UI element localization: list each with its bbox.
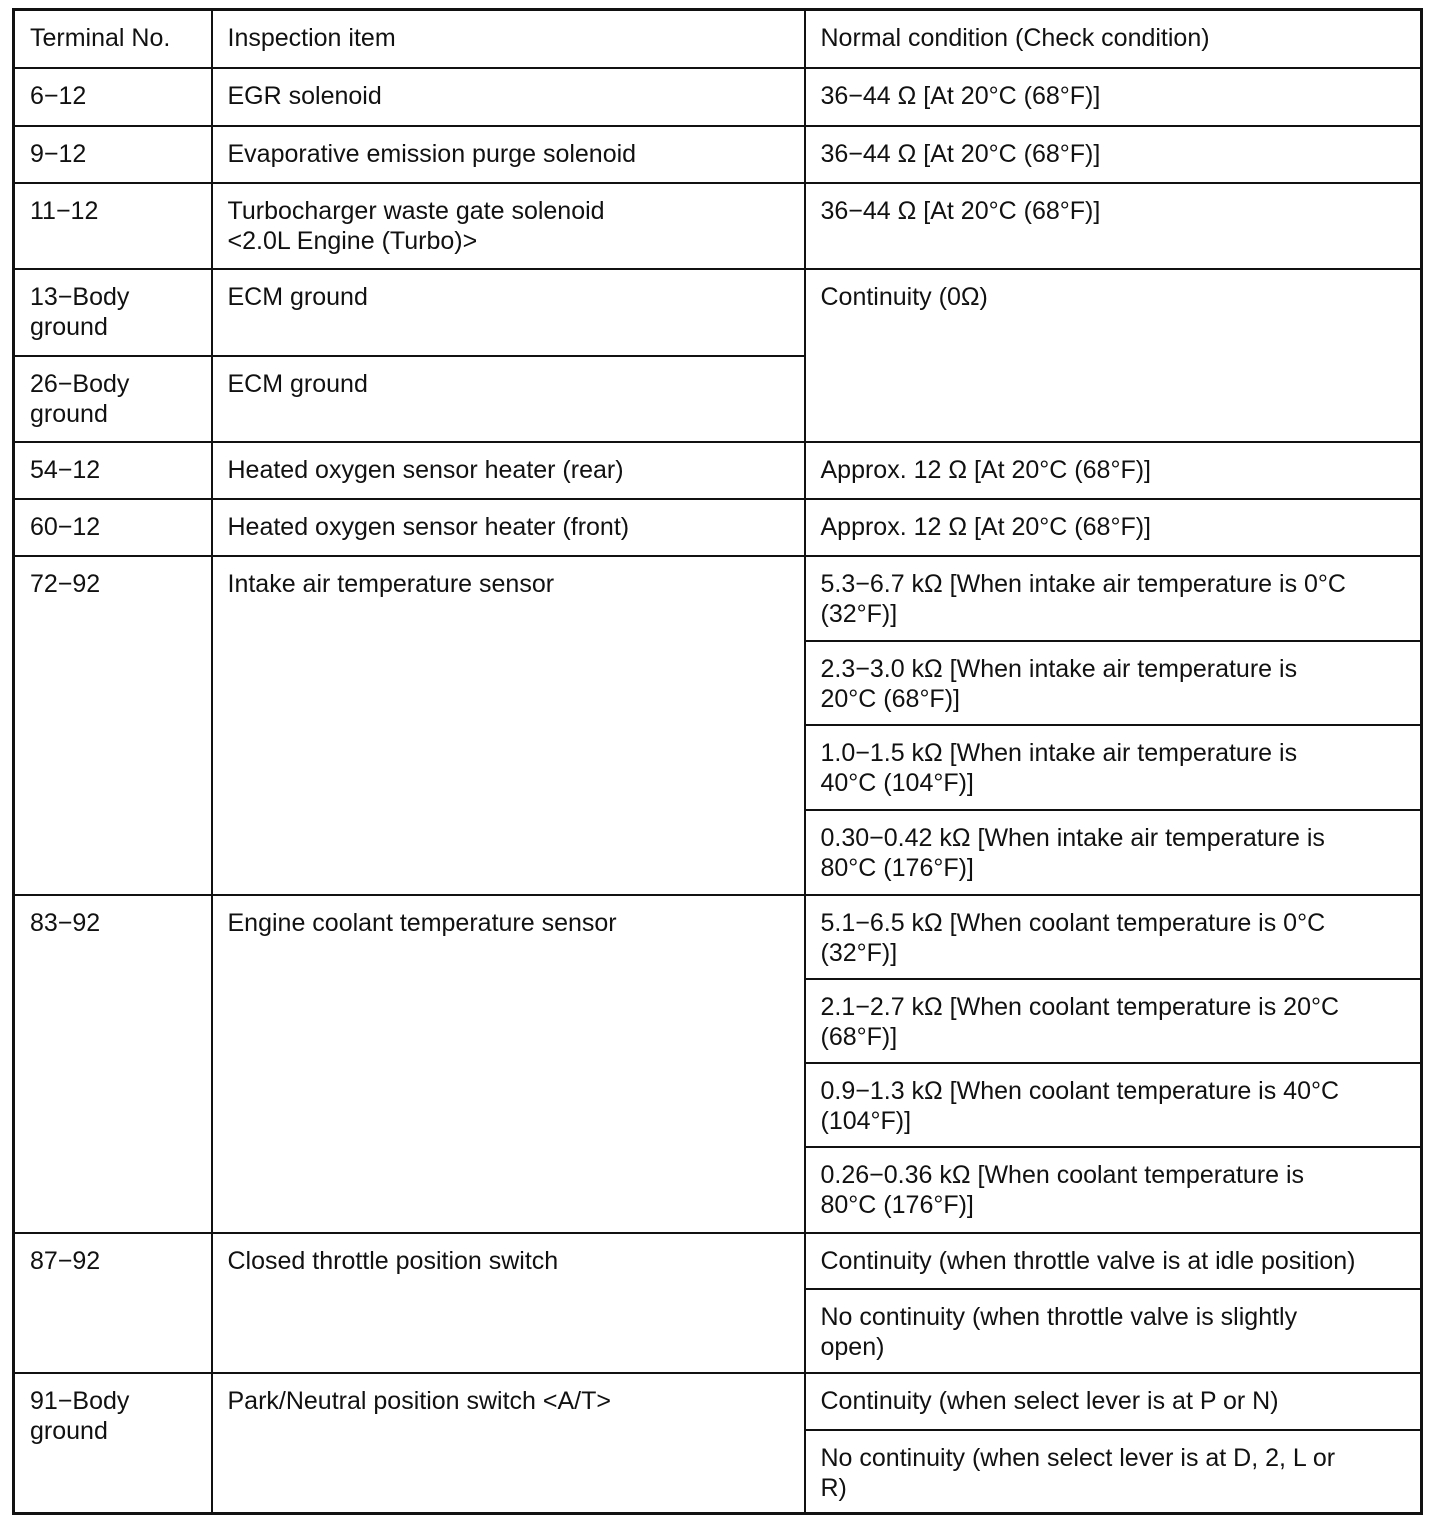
terminal-cell bbox=[14, 356, 212, 442]
condition-cell bbox=[805, 1289, 1422, 1373]
item-line: <2.0L Engine (Turbo)> bbox=[227, 226, 478, 255]
condition-cell bbox=[805, 1430, 1422, 1514]
condition-line: (32°F)] bbox=[820, 599, 898, 628]
condition-line: R) bbox=[820, 1473, 847, 1502]
condition-line: No continuity (when select lever is at D, 2, L or bbox=[820, 1443, 1336, 1472]
item-line: Turbocharger waste gate solenoid bbox=[227, 196, 605, 225]
condition-cell: Approx. 12 Ω [At 20°C (68°F)] bbox=[805, 442, 1422, 499]
condition-cell bbox=[805, 556, 1422, 641]
terminal-cell: 6−12 bbox=[14, 68, 212, 126]
inspection-item-cell: Park/Neutral position switch <A/T> bbox=[212, 1373, 805, 1514]
inspection-item-cell: Closed throttle position switch bbox=[212, 1233, 805, 1373]
terminal-cell: 11−12 bbox=[14, 183, 212, 269]
condition-cell bbox=[805, 979, 1422, 1063]
terminal-cell: 9−12 bbox=[14, 126, 212, 183]
condition-line: 40°C (104°F)] bbox=[820, 768, 974, 797]
inspection-item-cell: EGR solenoid bbox=[212, 68, 805, 126]
condition-cell: 36−44 Ω [At 20°C (68°F)] bbox=[805, 183, 1422, 269]
header-terminal: Terminal No. bbox=[14, 10, 212, 68]
terminal-cell: 83−92 bbox=[14, 895, 212, 1233]
inspection-item-cell bbox=[212, 183, 805, 269]
header-row bbox=[14, 10, 1422, 68]
table-row bbox=[14, 269, 1422, 356]
terminal-cell: 54−12 bbox=[14, 442, 212, 499]
condition-line: 2.1−2.7 kΩ [When coolant temperature is 20°C bbox=[820, 992, 1340, 1021]
condition-cell: 36−44 Ω [At 20°C (68°F)] bbox=[805, 126, 1422, 183]
condition-line: No continuity (when throttle valve is slightly bbox=[820, 1302, 1298, 1331]
terminal-cell bbox=[14, 269, 212, 356]
inspection-item-cell: ECM ground bbox=[212, 269, 805, 356]
condition-line: 0.26−0.36 kΩ [When coolant temperature is bbox=[820, 1160, 1305, 1189]
condition-cell bbox=[805, 895, 1422, 979]
condition-line: 1.0−1.5 kΩ [When intake air temperature is bbox=[820, 738, 1298, 767]
inspection-item-cell: Heated oxygen sensor heater (front) bbox=[212, 499, 805, 556]
condition-line: (68°F)] bbox=[820, 1022, 898, 1051]
inspection-table bbox=[12, 8, 1423, 1515]
condition-cell bbox=[805, 1063, 1422, 1147]
table-row bbox=[14, 183, 1422, 269]
inspection-item-cell: Engine coolant temperature sensor bbox=[212, 895, 805, 1233]
terminal-cell: 87−92 bbox=[14, 1233, 212, 1373]
condition-cell bbox=[805, 1147, 1422, 1233]
condition-line: Continuity (when throttle valve is at idle position) bbox=[820, 1246, 1356, 1275]
condition-line: 2.3−3.0 kΩ [When intake air temperature is bbox=[820, 654, 1298, 683]
condition-cell: Continuity (0Ω) bbox=[805, 269, 1422, 442]
terminal-cell: 72−92 bbox=[14, 556, 212, 895]
table-row bbox=[14, 126, 1422, 183]
condition-cell: 36−44 Ω [At 20°C (68°F)] bbox=[805, 68, 1422, 126]
terminal-line: 26−Body bbox=[30, 369, 130, 398]
condition-cell bbox=[805, 725, 1422, 810]
table-row bbox=[14, 499, 1422, 556]
header-inspection-item: Inspection item bbox=[212, 10, 805, 68]
inspection-item-cell: Evaporative emission purge solenoid bbox=[212, 126, 805, 183]
condition-line: 0.30−0.42 kΩ [When intake air temperature is bbox=[820, 823, 1325, 852]
condition-line: 20°C (68°F)] bbox=[820, 684, 960, 713]
inspection-item-cell: Heated oxygen sensor heater (rear) bbox=[212, 442, 805, 499]
condition-cell bbox=[805, 641, 1422, 725]
terminal-cell bbox=[14, 1373, 212, 1514]
terminal-cell: 60−12 bbox=[14, 499, 212, 556]
terminal-line: ground bbox=[30, 1416, 108, 1445]
condition-line: 0.9−1.3 kΩ [When coolant temperature is 40°C bbox=[820, 1076, 1340, 1105]
table-row bbox=[14, 442, 1422, 499]
condition-line: (32°F)] bbox=[820, 938, 898, 967]
table-row bbox=[14, 895, 1422, 979]
condition-cell: Approx. 12 Ω [At 20°C (68°F)] bbox=[805, 499, 1422, 556]
terminal-line: 91−Body bbox=[30, 1386, 130, 1415]
condition-line: (104°F)] bbox=[820, 1106, 912, 1135]
condition-cell bbox=[805, 1373, 1422, 1430]
condition-line: 5.3−6.7 kΩ [When intake air temperature is 0°C bbox=[820, 569, 1346, 598]
inspection-item-cell: ECM ground bbox=[212, 356, 805, 442]
condition-cell bbox=[805, 1233, 1422, 1289]
terminal-line: ground bbox=[30, 399, 108, 428]
condition-line: Continuity (when select lever is at P or N) bbox=[820, 1386, 1279, 1415]
inspection-item-cell: Intake air temperature sensor bbox=[212, 556, 805, 895]
condition-line: open) bbox=[820, 1332, 885, 1361]
condition-cell bbox=[805, 810, 1422, 895]
terminal-line: 13−Body bbox=[30, 282, 130, 311]
header-normal-condition: Normal condition (Check condition) bbox=[805, 10, 1422, 68]
condition-line: 80°C (176°F)] bbox=[820, 853, 974, 882]
table-row bbox=[14, 1373, 1422, 1430]
terminal-line: ground bbox=[30, 312, 108, 341]
table-row bbox=[14, 1233, 1422, 1289]
table-row bbox=[14, 556, 1422, 641]
table-row bbox=[14, 68, 1422, 126]
condition-line: 80°C (176°F)] bbox=[820, 1190, 974, 1219]
condition-line: 5.1−6.5 kΩ [When coolant temperature is 0°C bbox=[820, 908, 1326, 937]
